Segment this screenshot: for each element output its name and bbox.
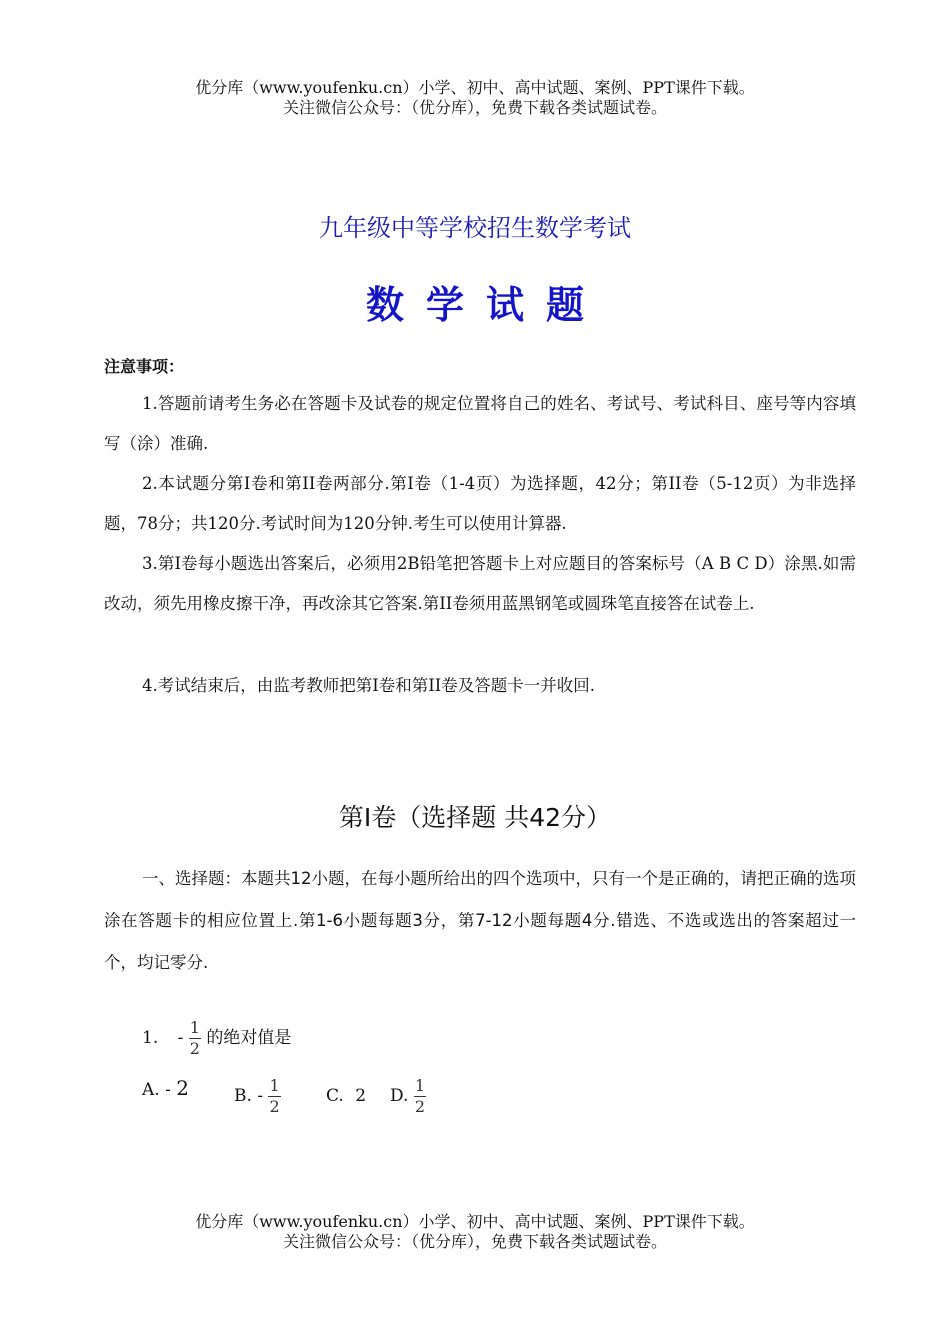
option-d-fraction bbox=[414, 1076, 426, 1117]
option-c-label: C. bbox=[326, 1086, 344, 1106]
option-c bbox=[326, 1086, 366, 1106]
exam-title: 数学试题 bbox=[365, 283, 606, 327]
option-b-fraction bbox=[268, 1076, 280, 1117]
option-a-label: A. bbox=[142, 1080, 160, 1100]
option-d-label: D. bbox=[390, 1086, 409, 1106]
footer-line-1: 优分库（www.youfenku.cn）小学、初中、高中试题、案例、PPT课件下载。 bbox=[195, 1212, 755, 1231]
fraction-numerator: 1 bbox=[189, 1018, 200, 1037]
exam-subtitle: 九年级中等学校招生数学考试 bbox=[319, 214, 631, 242]
option-d-denominator: 2 bbox=[414, 1097, 426, 1116]
option-b-numerator: 1 bbox=[269, 1076, 280, 1095]
notice-item-3: 3.第I卷每小题选出答案后，必须用2B铅笔把答题卡上对应题目的答案标号（A B C D）涂黑.如需改动，须先用橡皮擦干净，再改涂其它答案.第II卷须用蓝黑钢笔或圆珠笔直接答在试卷上. bbox=[104, 554, 856, 613]
header-line-1: 优分库（www.youfenku.cn）小学、初中、高中试题、案例、PPT课件下载。 bbox=[195, 78, 755, 97]
question-sign: - bbox=[177, 1028, 184, 1048]
notice-heading: 注意事项： bbox=[104, 357, 185, 376]
option-a-value: 2 bbox=[176, 1076, 189, 1100]
header-line-2: 关注微信公众号：（优分库），免费下载各类试题试卷。 bbox=[282, 98, 667, 117]
section-title: 第I卷（选择题 共42分） bbox=[338, 803, 612, 832]
question-text: 的绝对值是 bbox=[206, 1028, 292, 1048]
option-c-value: 2 bbox=[355, 1086, 367, 1106]
notice-item-1: 1.答题前请考生务必在答题卡及试卷的规定位置将自己的姓名、考试号、考试科目、座号等内容填写（涂）准确. bbox=[104, 394, 856, 453]
option-b-denominator: 2 bbox=[269, 1097, 280, 1116]
option-b-sign: - bbox=[257, 1086, 264, 1106]
question-number: 1. bbox=[142, 1028, 159, 1048]
option-a bbox=[142, 1076, 189, 1100]
option-b bbox=[234, 1076, 281, 1117]
fraction-denominator: 2 bbox=[189, 1039, 200, 1058]
section-instructions: 一、选择题：本题共12小题，在每小题所给出的四个选项中，只有一个是正确的，请把正确的选项涂在答题卡的相应位置上.第1-6小题每题3分，第7-12小题每题4分.错选、不选或选出的答案超过一个，均记零分. bbox=[104, 869, 856, 972]
option-d bbox=[390, 1076, 426, 1117]
question-fraction bbox=[189, 1018, 201, 1059]
option-b-label: B. bbox=[234, 1086, 252, 1106]
option-d-numerator: 1 bbox=[414, 1076, 426, 1095]
notice-item-2: 2.本试题分第I卷和第II卷两部分.第I卷（1-4页）为选择题，42分；第II卷（5-12页）为非选择题，78分；共120分.考试时间为120分钟.考生可以使用计算器. bbox=[104, 474, 856, 533]
notice-item-4: 4.考试结束后，由监考教师把第I卷和第II卷及答题卡一并收回. bbox=[142, 676, 596, 695]
footer-line-2: 关注微信公众号：（优分库），免费下载各类试题试卷。 bbox=[282, 1232, 667, 1251]
option-a-sign: - bbox=[165, 1080, 171, 1100]
question-1 bbox=[142, 1018, 291, 1059]
